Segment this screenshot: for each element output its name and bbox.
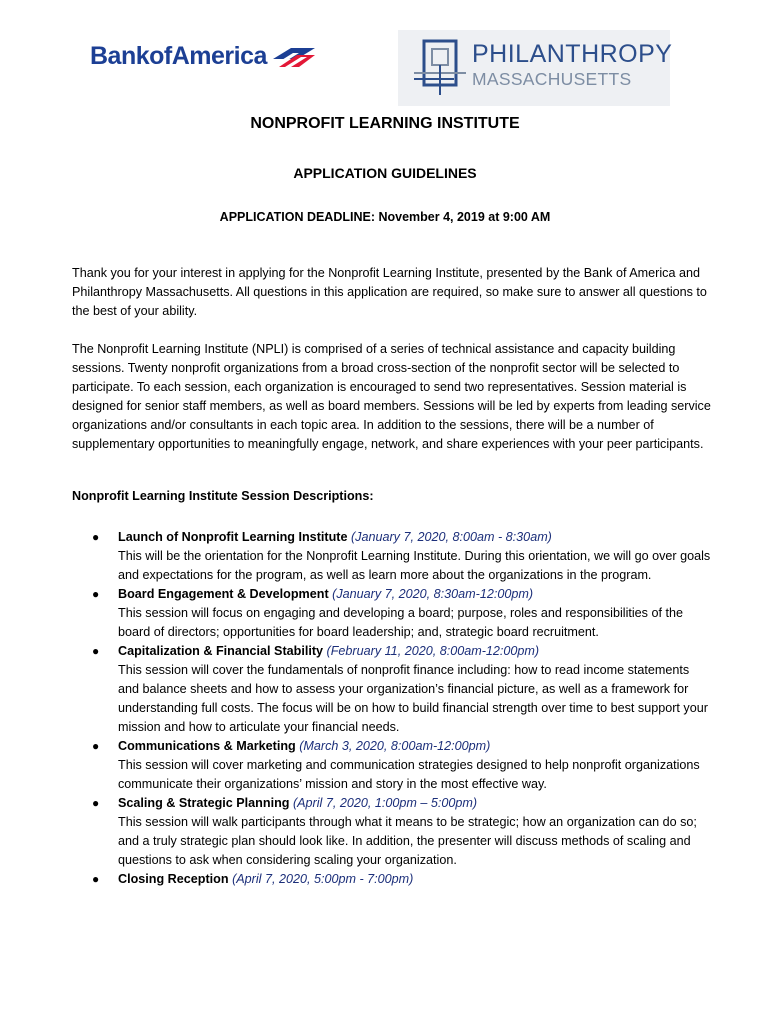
- philanthropy-massachusetts-logo: [398, 30, 673, 106]
- session-title: Launch of Nonprofit Learning Institute: [118, 530, 348, 544]
- list-item: [72, 528, 712, 585]
- bullet-icon: ●: [92, 796, 100, 810]
- bullet-icon: ●: [92, 587, 100, 601]
- session-date: (March 3, 2020, 8:00am-12:00pm): [299, 739, 491, 753]
- page-title: NONPROFIT LEARNING INSTITUTE: [250, 115, 520, 132]
- session-title: Scaling & Strategic Planning: [118, 796, 290, 810]
- bullet-icon: ●: [92, 530, 100, 544]
- session-title: Capitalization & Financial Stability: [118, 644, 324, 658]
- session-description: This session will focus on engaging and developing a board; purpose, roles and responsibilities of the board of directors; opportunities for board leadership; and, strategic board recruitment.: [118, 606, 683, 639]
- bullet-icon: ●: [92, 644, 100, 658]
- partner-name-line1: PHILANTHROPY: [472, 40, 673, 68]
- sessions-heading: Nonprofit Learning Institute Session Descriptions:: [72, 489, 374, 503]
- list-item: [72, 585, 712, 642]
- bullet-icon: ●: [92, 872, 100, 886]
- session-date: (April 7, 2020, 1:00pm – 5:00pm): [292, 796, 478, 810]
- session-date: (January 7, 2020, 8:00am - 8:30am): [350, 530, 552, 544]
- bank-of-america-logo: [90, 42, 317, 71]
- session-date: (April 7, 2020, 5:00pm - 7:00pm): [232, 872, 414, 886]
- bullet-icon: ●: [92, 739, 100, 753]
- list-item: [72, 642, 712, 737]
- npli-description-paragraph: The Nonprofit Learning Institute (NPLI) is comprised of a series of technical assistance and capacity building sessions. Twenty nonprofit organizations from a broad cross-section of the nonprofit sector will be selected to participate. To each session, each organization is encouraged to send two representatives. Session material is designed for senior staff members, as well as board members. Sessions will be led by experts from leading service organizations and/or consultants in each topic area. In addition to the sessions, there will be a number of supplementary opportunities to meaningfully engage, network, and share experiences with your peer participants.: [72, 342, 711, 451]
- logo-header: [0, 0, 770, 110]
- session-date: (January 7, 2020, 8:30am-12:00pm): [332, 587, 534, 601]
- session-description: This session will cover marketing and communication strategies designed to help nonprofit organizations communicate their organizations’ mission and story in the most effective way.: [118, 758, 700, 791]
- session-title: Board Engagement & Development: [118, 587, 329, 601]
- intro-paragraph: Thank you for your interest in applying for the Nonprofit Learning Institute, presented by the Bank of America and Philanthropy Massachusetts. All questions in this application are required, so make sure to answer all questions to the best of your ability.: [72, 266, 707, 318]
- list-item: [72, 870, 712, 889]
- session-title: Closing Reception: [118, 872, 229, 886]
- session-title: Communications & Marketing: [118, 739, 296, 753]
- bank-of-america-flag-icon: [271, 45, 317, 69]
- list-item: [72, 737, 712, 794]
- session-description: This session will cover the fundamentals of nonprofit finance including: how to read income statements and balance sheets and how to assess your organization’s financial picture, as well as a framework for understanding full costs. The focus will be on how to build financial strength over time to best support your mission and how to articulate your financial needs.: [118, 663, 708, 734]
- bank-of-america-wordmark: BankofAmerica: [90, 42, 267, 70]
- philanthropy-mark-icon: [414, 39, 466, 97]
- session-list: [72, 528, 712, 889]
- application-deadline: APPLICATION DEADLINE: November 4, 2019 at 9:00 AM: [219, 210, 551, 224]
- page-subtitle: APPLICATION GUIDELINES: [293, 165, 477, 181]
- session-description: This will be the orientation for the Nonprofit Learning Institute. During this orientation, we will go over goals and expectations for the program, as well as learn more about the organizations in the program.: [118, 549, 711, 582]
- partner-name-line2: MASSACHUSETTS: [472, 69, 632, 89]
- session-date: (February 11, 2020, 8:00am-12:00pm): [326, 644, 540, 658]
- list-item: [72, 794, 712, 870]
- session-description: This session will walk participants through what it means to be strategic; how an organization can do so; and a truly strategic plan should look like. In addition, the presenter will discuss methods of scaling and questions to ask when considering scaling your organization.: [118, 815, 697, 867]
